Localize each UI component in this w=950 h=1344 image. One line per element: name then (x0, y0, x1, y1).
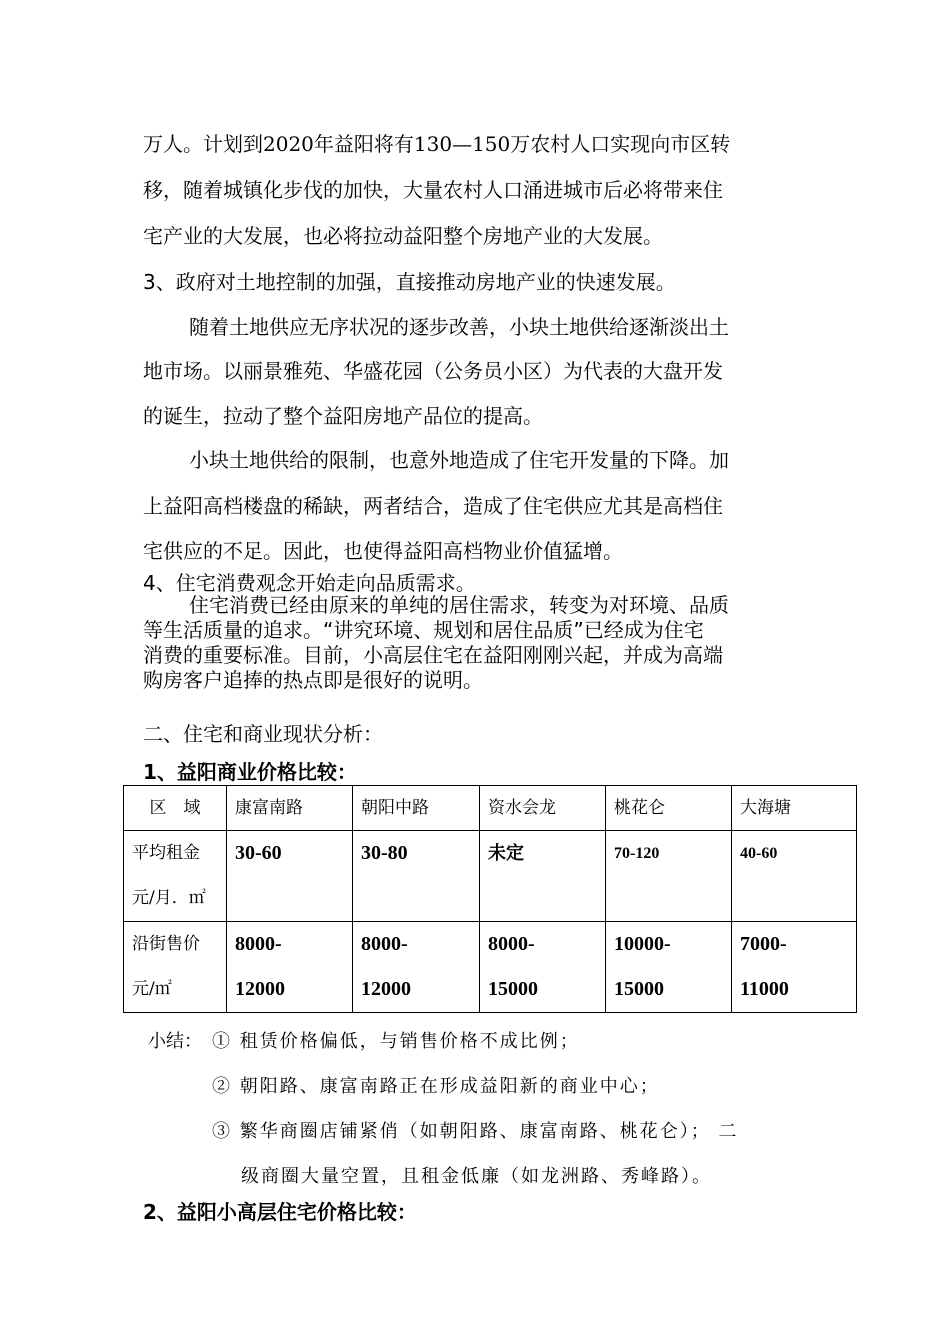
header-cell-zishui: 资水会龙 (480, 786, 606, 831)
section3-para2-line-2: 上益阳高档楼盘的稀缺，两者结合，造成了住宅供应尤其是高档住 (143, 494, 723, 518)
sale-cell (606, 922, 732, 1013)
sale-cell (353, 922, 480, 1013)
sale-value-line-2: 12000 (361, 978, 411, 1000)
sale-value-line-1: 7000- (740, 933, 787, 955)
summary-item-2: ② 朝阳路、康富南路正在形成益阳新的商业中心； (212, 1076, 660, 1097)
summary-prefix: 小结： (148, 1031, 202, 1052)
header-cell-kangfu: 康富南路 (227, 786, 353, 831)
rent-label-line-1: 平均租金 (132, 843, 200, 863)
section4-line-4: 购房客户追捧的热点即是很好的说明。 (143, 668, 483, 692)
rent-value: 40-60 (740, 845, 778, 862)
section3-para1-line-1: 随着土地供应无序状况的逐步改善，小块土地供给逐渐淡出土 (189, 315, 729, 339)
commercial-price-table (123, 785, 857, 1013)
section3-para1-line-3: 的诞生，拉动了整个益阳房地产品位的提高。 (143, 404, 543, 428)
rent-value: 30-80 (361, 842, 408, 864)
sale-value-line-2: 15000 (614, 978, 664, 1000)
rent-label-cell (124, 831, 227, 922)
sale-value-line-1: 8000- (361, 933, 408, 955)
part2-sub2-heading: 2、益阳小高层住宅价格比较： (143, 1200, 417, 1224)
intro-line-3: 宅产业的大发展，也必将拉动益阳整个房地产业的大发展。 (143, 224, 663, 248)
sale-label-line-2: 元/㎡ (132, 979, 172, 999)
sale-label-line-1: 沿街售价 (132, 934, 200, 954)
summary-item-1: ① 租赁价格偏低，与销售价格不成比例； (212, 1031, 580, 1052)
summary-item-3-line-2: 级商圈大量空置，且租金低廉（如龙洲路、秀峰路）。 (241, 1166, 712, 1187)
table-row-sale (124, 922, 857, 1013)
rent-cell (480, 831, 606, 922)
rent-value: 70-120 (614, 845, 660, 862)
rent-value: 30-60 (235, 842, 282, 864)
section4-line-3: 消费的重要标准。目前，小高层住宅在益阳刚刚兴起，并成为高端 (143, 643, 723, 667)
intro-line-1: 万人。计划到2020年益阳将有130—150万农村人口实现向市区转 (143, 132, 731, 156)
section3-para2-line-3: 宅供应的不足。因此，也使得益阳高档物业价值猛增。 (143, 539, 623, 563)
intro-line-2: 移，随着城镇化步伐的加快，大量农村人口涌进城市后必将带来住 (143, 178, 723, 202)
rent-cell (732, 831, 857, 922)
section4-heading: 4、住宅消费观念开始走向品质需求。 (143, 571, 476, 595)
header-cell-chaoyang: 朝阳中路 (353, 786, 480, 831)
sale-value-line-2: 12000 (235, 978, 285, 1000)
section4-line-2: 等生活质量的追求。“讲究环境、规划和居住品质”已经成为住宅 (143, 618, 704, 642)
sale-value-line-2: 15000 (488, 978, 538, 1000)
part2-sub1-heading: 1、益阳商业价格比较： (143, 760, 357, 784)
section4-line-1: 住宅消费已经由原来的单纯的居住需求，转变为对环境、品质 (189, 593, 729, 617)
sale-value-line-1: 8000- (488, 933, 535, 955)
rent-cell (353, 831, 480, 922)
table-header-row (124, 786, 857, 831)
section3-heading: 3、政府对土地控制的加强，直接推动房地产业的快速发展。 (143, 270, 676, 294)
section3-para2-line-1: 小块土地供给的限制，也意外地造成了住宅开发量的下降。加 (189, 448, 729, 472)
part2-heading: 二、住宅和商业现状分析： (143, 722, 383, 746)
rent-cell (606, 831, 732, 922)
sale-value-line-2: 11000 (740, 978, 789, 1000)
rent-label-line-2: 元/月．㎡ (132, 888, 206, 908)
summary-item-3-line-1: ③ 繁华商圈店铺紧俏（如朝阳路、康富南路、桃花仑）； 二 (212, 1121, 739, 1142)
rent-value: 未定 (488, 843, 524, 864)
section3-para1-line-2: 地市场。以丽景雅苑、华盛花园（公务员小区）为代表的大盘开发 (143, 359, 723, 383)
sale-value-line-1: 10000- (614, 933, 671, 955)
header-cell-taohua: 桃花仑 (606, 786, 732, 831)
sale-cell (732, 922, 857, 1013)
sale-value-line-1: 8000- (235, 933, 282, 955)
rent-cell (227, 831, 353, 922)
sale-label-cell (124, 922, 227, 1013)
sale-cell (480, 922, 606, 1013)
header-cell-dahaitang: 大海塘 (732, 786, 857, 831)
table-row-rent (124, 831, 857, 922)
sale-cell (227, 922, 353, 1013)
header-cell-region: 区 域 (124, 786, 227, 831)
